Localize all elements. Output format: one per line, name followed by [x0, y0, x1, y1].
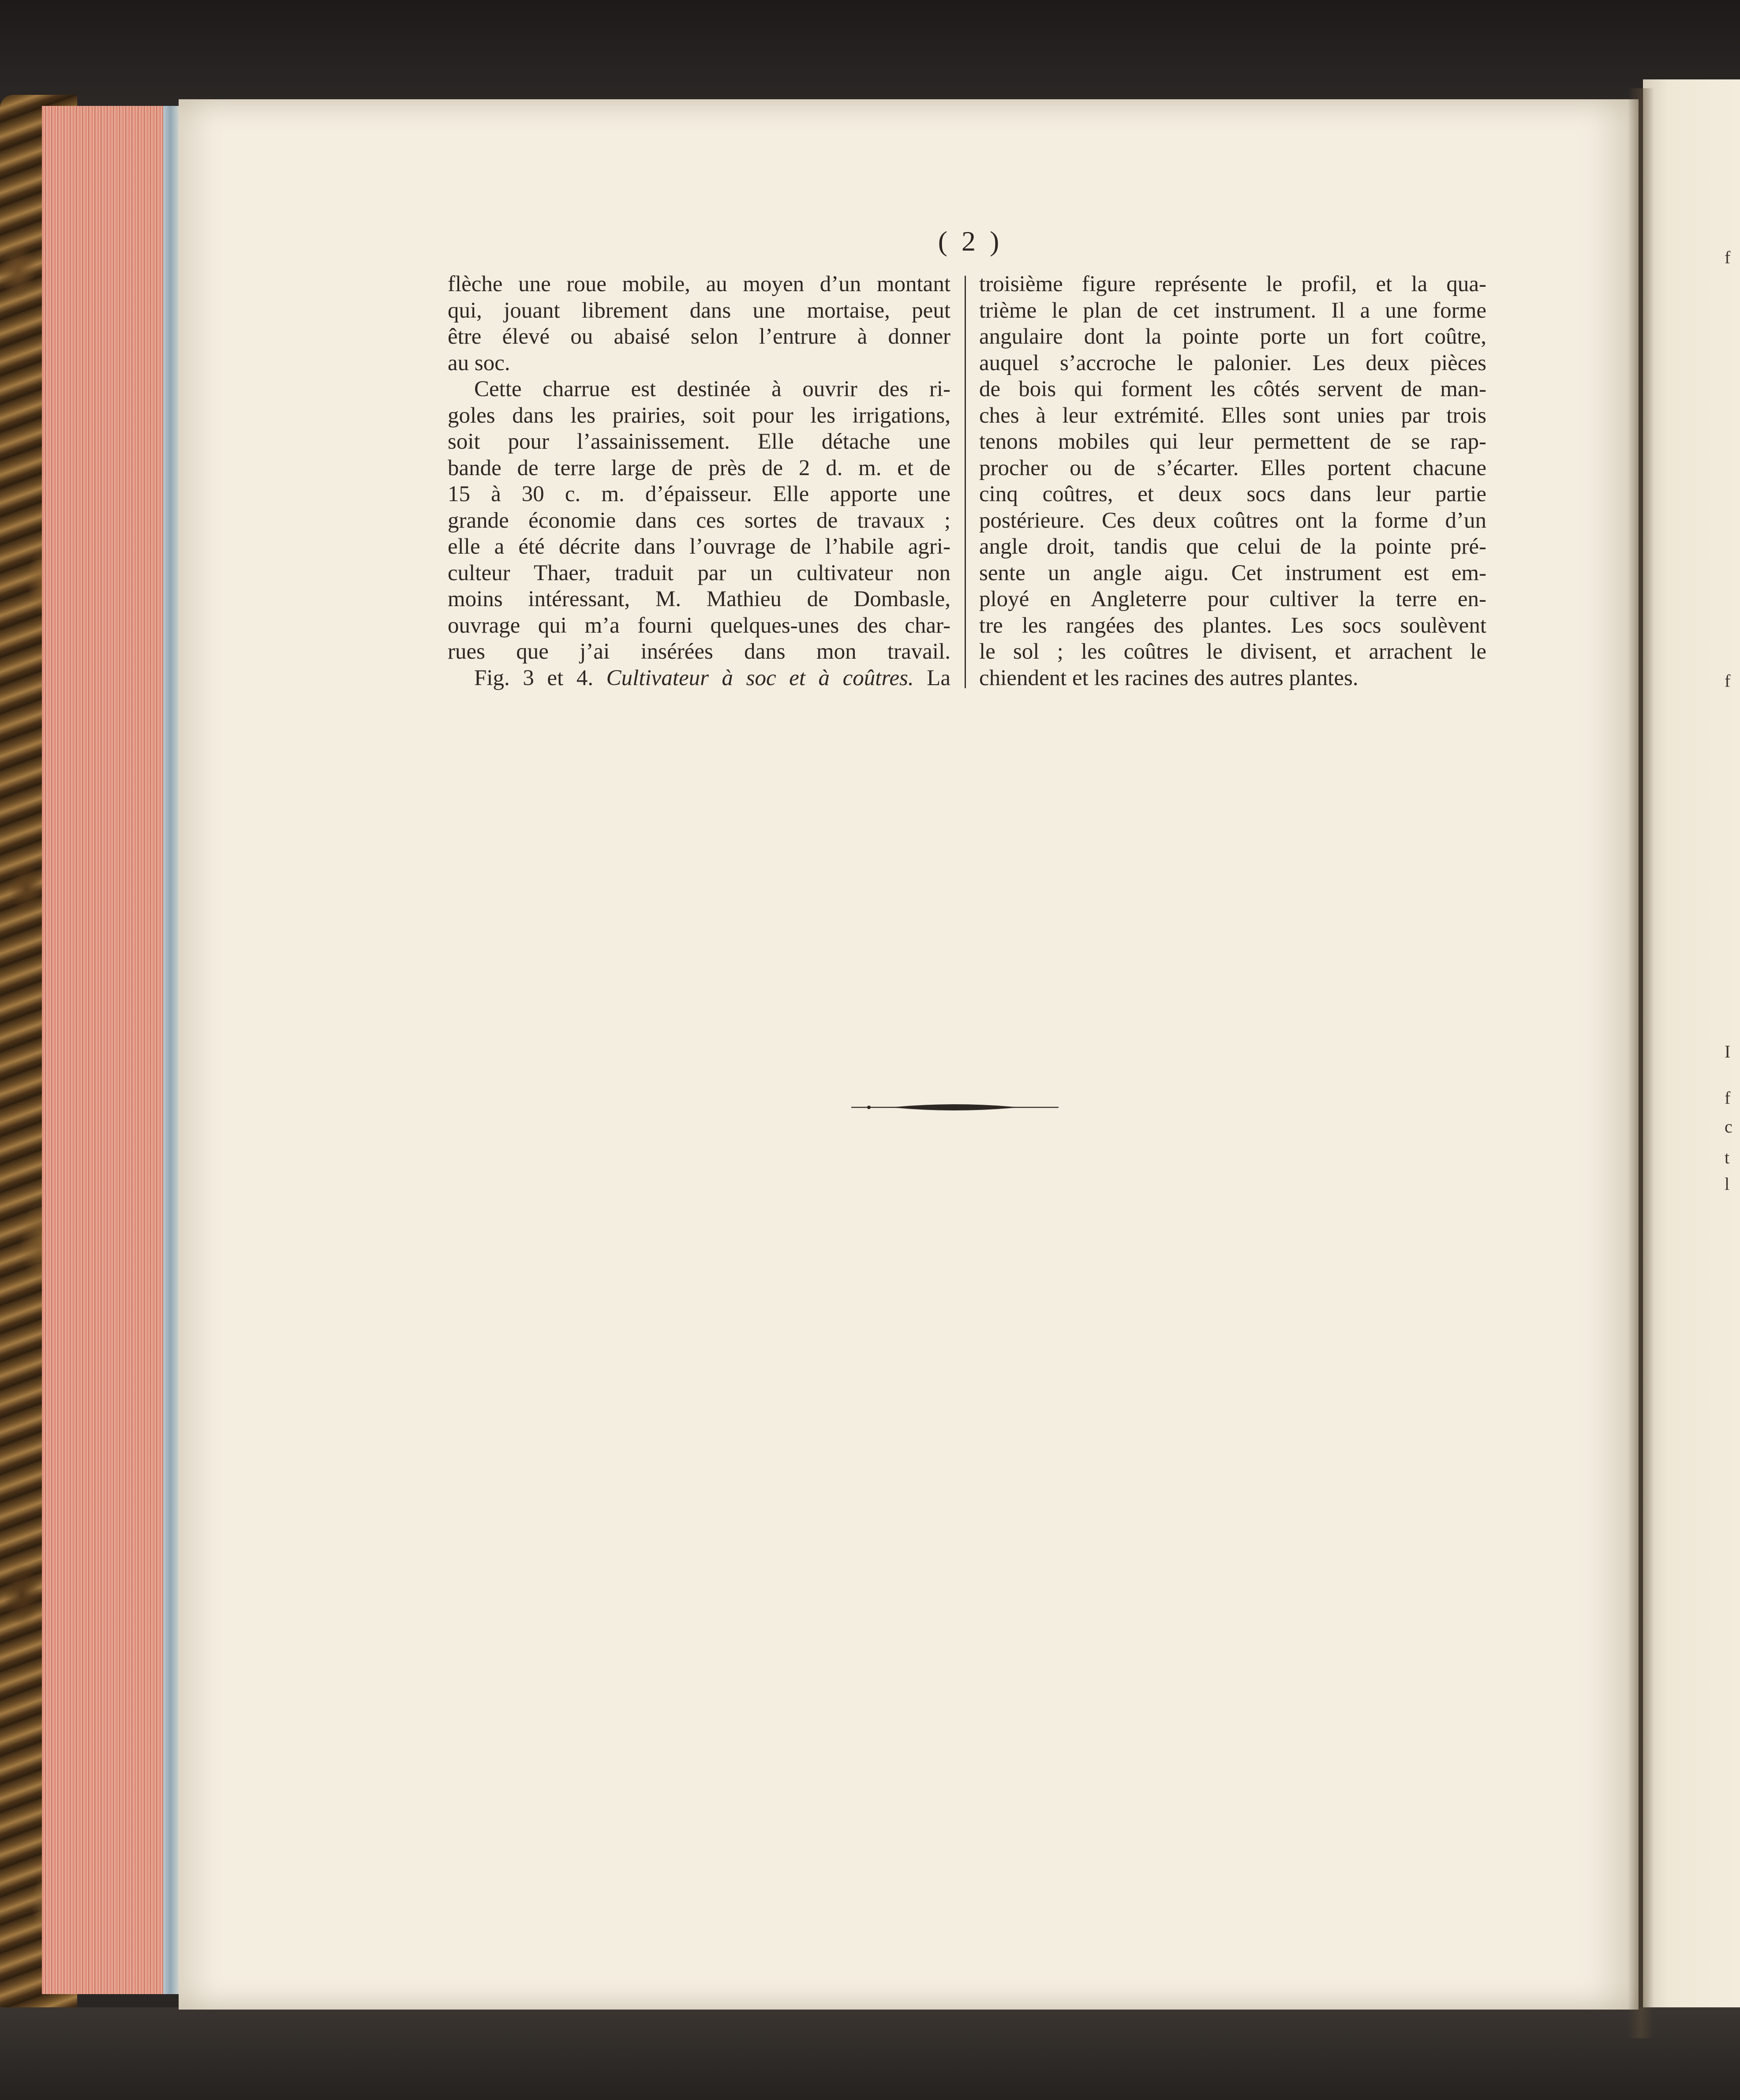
figure-ref: Fig. 3 et 4.	[474, 665, 594, 690]
text-line: tre les rangées des plantes. Les socs soulèvent	[979, 613, 1486, 638]
text-line: flèche une roue mobile, au moyen d’un montant	[448, 272, 950, 296]
facing-fragment: t	[1725, 1148, 1730, 1167]
text-line: 15 à 30 c. m. d’épaisseur. Elle apporte une	[448, 482, 950, 506]
figure-title: Cultivateur à soc et à coûtres.	[606, 665, 914, 690]
page-edge-shadow	[163, 106, 181, 1994]
facing-fragment: I	[1725, 1042, 1731, 1061]
text-line: goles dans les prairies, soit pour les irrigations,	[448, 403, 950, 428]
text-line: culteur Thaer, traduit par un cultivateur non	[448, 560, 950, 585]
text-line: trième le plan de cet instrument. Il a une forme	[979, 298, 1486, 323]
facing-fragment: l	[1725, 1174, 1730, 1194]
background-top	[0, 0, 1740, 106]
text-line: le sol ; les coûtres le divisent, et arrachent le	[979, 639, 1486, 664]
text-line: auquel s’accroche le palonier. Les deux pièces	[979, 350, 1486, 375]
text-line: soit pour l’assainissement. Elle détache une	[448, 429, 950, 454]
figure-caption-line	[448, 665, 950, 692]
left-column	[448, 271, 950, 691]
facing-fragment: f	[1725, 1088, 1731, 1108]
text-line: au soc.	[448, 350, 510, 375]
text-line: ouvrage qui m’a fourni quelques-unes des char-	[448, 613, 950, 638]
text-line: troisième figure représente le profil, et la qua-	[979, 272, 1486, 296]
text-line: cinq coûtres, et deux socs dans leur partie	[979, 482, 1486, 506]
right-column	[979, 271, 1486, 691]
facing-page-text-fragments	[1725, 247, 1740, 1262]
column-rule	[965, 276, 966, 688]
text-line: procher ou de s’écarter. Elles portent chacune	[979, 455, 1486, 480]
text-line: bande de terre large de près de 2 d. m. et de	[448, 455, 950, 480]
text-line: tenons mobiles qui leur permettent de se rap-	[979, 429, 1486, 454]
text-line: angulaire dont la pointe porte un fort coûtre,	[979, 324, 1486, 349]
text-line: qui, jouant librement dans une mortaise, peut	[448, 298, 950, 323]
facing-fragment: f	[1725, 671, 1731, 691]
facing-fragment: f	[1725, 248, 1731, 267]
ornamental-rule	[851, 1099, 1059, 1116]
text-line: ches à leur extrémité. Elles sont unies par trois	[979, 403, 1486, 428]
background-bottom	[0, 2007, 1740, 2100]
page-edges	[42, 106, 174, 1994]
text-line: Cette charrue est destinée à ouvrir des ri-	[474, 377, 950, 401]
book-gutter	[1628, 88, 1654, 2038]
text-line: sente un angle aigu. Cet instrument est em-	[979, 560, 1486, 585]
text-line: angle droit, tandis que celui de la pointe pré-	[979, 534, 1486, 559]
text-line: moins intéressant, M. Mathieu de Dombasle,	[448, 587, 950, 611]
facing-fragment: c	[1725, 1117, 1733, 1136]
text-line: chiendent et les racines des autres plantes.	[979, 665, 1358, 690]
text-line: être élevé ou abaisé selon l’entrure à donner	[448, 324, 950, 349]
text-line: postérieure. Ces deux coûtres ont la forme d’un	[979, 508, 1486, 533]
figure-suffix: La	[927, 665, 951, 690]
text-line: ployé en Angleterre pour cultiver la terre en-	[979, 587, 1486, 611]
text-line: elle a été décrite dans l’ouvrage de l’habile agri-	[448, 534, 950, 559]
page-number: ( 2 )	[938, 225, 1003, 257]
text-line: de bois qui forment les côtés servent de man-	[979, 377, 1486, 401]
text-line: grande économie dans ces sortes de travaux ;	[448, 508, 950, 533]
text-line: rues que j’ai insérées dans mon travail.	[448, 639, 950, 664]
